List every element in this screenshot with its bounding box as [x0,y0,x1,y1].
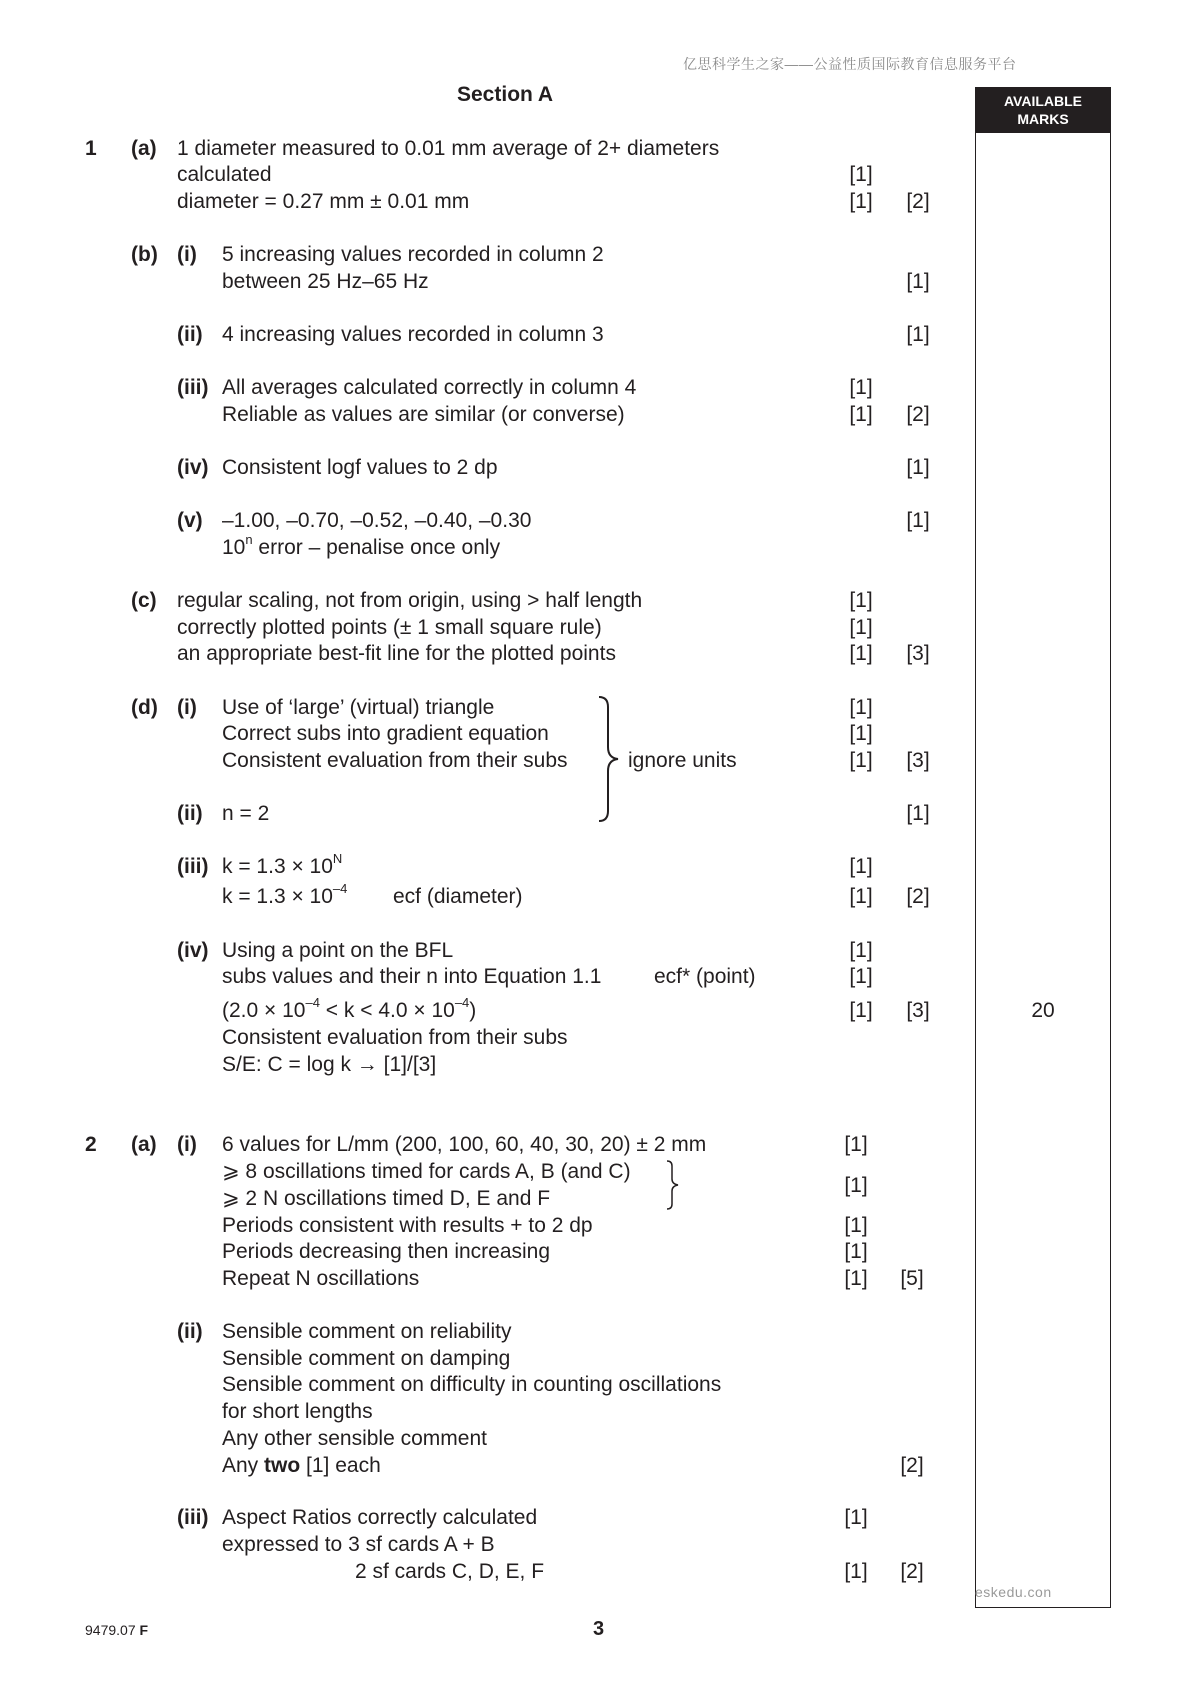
q1bi-line-1: 5 increasing values recorded in column 2 [222,243,604,266]
mark: [1] [849,749,873,772]
part-label-1a: (a) [131,137,157,160]
q2aii-line-2: Sensible comment on damping [222,1347,511,1370]
total-mark: [1] [906,456,930,479]
part-label-2a: (a) [131,1133,157,1156]
available-marks-value: 20 [1031,999,1055,1022]
q1di-brace-note: ignore units [628,749,737,772]
mark: [1] [849,999,873,1022]
subpart-label: (iii) [177,1506,209,1529]
subpart-label: (iii) [177,855,209,878]
q1di-line-2: Correct subs into gradient equation [222,722,549,745]
q2ai-line-2: ⩾ 8 oscillations timed for cards A, B (and C) [222,1160,631,1183]
total-mark: [2] [906,190,930,213]
q1diii-line-1: $k = 1.3 \times 10^N$ [222,851,343,878]
q1div-line-3: $(2.0 \times 10^{-4} < k < 4.0 \times 10^{-4})$ [222,995,477,1022]
q1biv-line-1: Consistent logf values to 2 dp [222,456,498,479]
part-label-1d: (d) [131,696,158,719]
q1diii-note: ecf (diameter) [393,885,523,908]
total-mark: [3] [906,642,930,665]
q1diii-line-2: $k = 1.3 \times 10^{-4}$ [222,881,348,908]
mark: [1] [849,376,873,399]
q1c-line-3: an appropriate best-fit line for the plotted points [177,642,616,665]
q2ai-line-1: 6 values for L/mm (200, 100, 60, 40, 30, 20) ± 2 mm [222,1133,707,1156]
section-title: Section A [457,83,554,106]
part-label-1b: (b) [131,243,158,266]
document-code: 9479.07 F [85,1622,149,1638]
curly-brace-icon [665,1159,681,1211]
q2aii-line-1: Sensible comment on reliability [222,1320,512,1343]
q2aiii-line-3: 2 sf cards C, D, E, F [355,1560,545,1583]
q1a-line-1: 1 diameter measured to 0.01 mm average of 2+ diameters [177,137,720,160]
mark: [1] [844,1560,868,1583]
q1c-line-2: correctly plotted points (± 1 small square rule) [177,616,602,639]
total-mark: [2] [900,1454,924,1477]
q1di-line-1: Use of ‘large’ (virtual) triangle [222,696,495,719]
mark: [1] [849,939,873,962]
q1div-note: ecf* (point) [654,965,756,988]
q1bv-line-2: 10$^n$ error – penalise once only [222,532,501,559]
q2aii-line-6: Any two [1] each [222,1454,381,1477]
mark: [1] [844,1133,868,1156]
q2aiii-line-1: Aspect Ratios correctly calculated [222,1506,538,1529]
q1bi-line-2: between 25 Hz–65 Hz [222,270,429,293]
subpart-label: (i) [177,1133,197,1156]
total-mark: [1] [906,323,930,346]
q1bii-line-1: 4 increasing values recorded in column 3 [222,323,604,346]
q2aii-line-4: for short lengths [222,1400,373,1423]
mark: [1] [849,589,873,612]
subpart-label: (i) [177,696,197,719]
total-mark: [1] [906,802,930,825]
mark: [1] [849,696,873,719]
q1div-line-5: S/E: C = log k → [1]/[3] [222,1053,437,1076]
total-mark: [2] [900,1560,924,1583]
curly-brace-icon [596,695,624,823]
subpart-label: (iv) [177,456,209,479]
subpart-label: (v) [177,509,203,532]
mark: [1] [844,1240,868,1263]
mark: [1] [849,403,873,426]
page-number: 3 [593,1618,605,1640]
q2ai-line-5: Periods decreasing then increasing [222,1240,551,1263]
q2aii-line-3: Sensible comment on difficulty in counting oscillations [222,1373,722,1396]
mark: [1] [844,1174,868,1197]
mark: [1] [849,190,873,213]
q1div-line-1: Using a point on the BFL [222,939,454,962]
q2ai-line-4: Periods consistent with results + to 2 dp [222,1214,593,1237]
q2ai-line-6: Repeat N oscillations [222,1267,420,1290]
total-mark: [1] [906,270,930,293]
header-watermark: 亿思科学生之家——公益性质国际教育信息服务平台 [683,56,1017,72]
mark: [1] [849,616,873,639]
q1div-line-2: subs values and their n into Equation 1.1 [222,965,602,988]
question-number-1: 1 [85,137,97,160]
q1dii-line-1: n = 2 [222,802,270,825]
subpart-label: (iii) [177,376,209,399]
mark: [1] [849,722,873,745]
question-number-2: 2 [85,1133,97,1156]
q2ai-line-3: ⩾ 2 N oscillations timed D, E and F [222,1187,551,1210]
footer-watermark: eskedu.con [975,1584,1052,1600]
subpart-label: (ii) [177,1320,203,1343]
subpart-label: (ii) [177,323,203,346]
mark: [1] [849,163,873,186]
total-mark: [3] [906,749,930,772]
q2aii-line-5: Any other sensible comment [222,1427,487,1450]
q1a-line-3: diameter = 0.27 mm ± 0.01 mm [177,190,470,213]
subpart-label: (i) [177,243,197,266]
mark: [1] [844,1267,868,1290]
subpart-label: (ii) [177,802,203,825]
q1di-line-3: Consistent evaluation from their subs [222,749,568,772]
q1a-line-2: calculated [177,163,272,186]
q1biii-line-2: Reliable as values are similar (or converse) [222,403,625,426]
subpart-label: (iv) [177,939,209,962]
mark: [1] [849,965,873,988]
total-mark: [3] [906,999,930,1022]
total-mark: [5] [900,1267,924,1290]
q1biii-line-1: All averages calculated correctly in column 4 [222,376,637,399]
mark: [1] [849,885,873,908]
part-label-1c: (c) [131,589,157,612]
total-mark: [2] [906,885,930,908]
q1bv-line-1: –1.00, –0.70, –0.52, –0.40, –0.30 [222,509,532,532]
mark: [1] [849,855,873,878]
mark: [1] [849,642,873,665]
total-mark: [2] [906,403,930,426]
mark: [1] [844,1506,868,1529]
total-mark: [1] [906,509,930,532]
q1c-line-1: regular scaling, not from origin, using > half length [177,589,643,612]
q2aiii-line-2: expressed to 3 sf cards A + B [222,1533,495,1556]
q1div-line-4: Consistent evaluation from their subs [222,1026,568,1049]
mark: [1] [844,1214,868,1237]
available-marks-header: AVAILABLE MARKS [975,87,1111,133]
available-marks-column [975,87,1111,1608]
